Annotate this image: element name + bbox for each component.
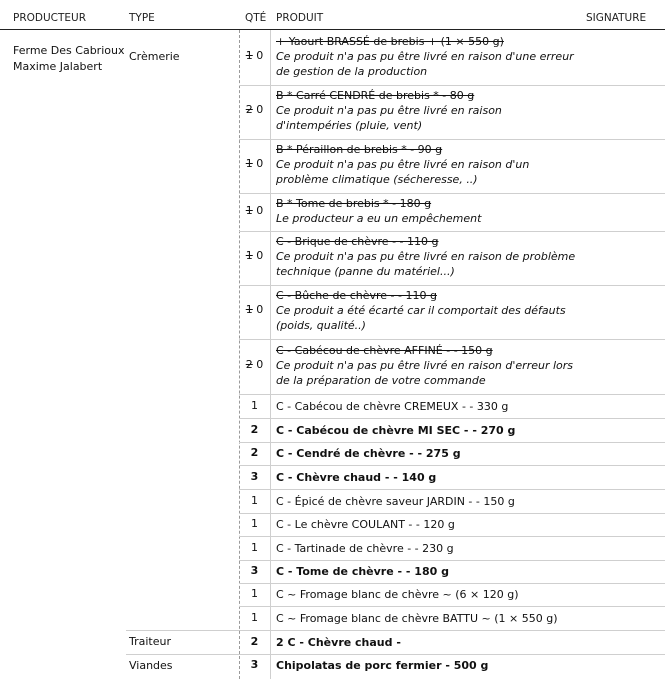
product-name: + Yaourt BRASSÉ de brebis + (1 × 550 g): [276, 35, 504, 48]
table-row: [239, 419, 665, 442]
col-header-signature: SIGNATURE: [586, 12, 647, 24]
qty-cell: 3: [250, 658, 259, 671]
unavailable-reason: Ce produit n'a pas pu être livré en raison d'une erreur de gestion de la production: [276, 50, 574, 78]
col-header-qty: QTÉ: [245, 12, 267, 24]
col-header-producteur: PRODUCTEUR: [13, 12, 87, 24]
qty-cell: [239, 358, 270, 371]
table-row: [239, 340, 665, 394]
product-name: C - Le chèvre COULANT - - 120 g: [276, 518, 455, 531]
product-name: C - Cabécou de chèvre AFFINÉ - - 150 g: [276, 344, 493, 357]
product-name: B * Péraillon de brebis * - 90 g: [276, 143, 443, 156]
table-row: [239, 395, 665, 418]
table-row: [239, 607, 665, 630]
qty-ordered: 2: [245, 103, 253, 116]
col-header-type: TYPE: [129, 12, 155, 24]
product-cell: [276, 234, 576, 279]
table-row: [239, 286, 665, 339]
product-cell: [276, 88, 576, 133]
product-name: C - Épicé de chèvre saveur JARDIN - - 150 g: [276, 495, 515, 508]
product-name: 2 C - Chèvre chaud -: [276, 636, 401, 649]
unavailable-reason: Ce produit n'a pas pu être livré en raison d'intempéries (pluie, vent): [276, 104, 502, 132]
qty-cell: [239, 49, 270, 62]
qty-cell: 3: [250, 564, 259, 577]
qty-ordered: 2: [245, 358, 253, 371]
category-cremerie: Crèmerie: [129, 50, 180, 63]
qty-ordered: 1: [245, 249, 253, 262]
table-row: [239, 140, 665, 193]
product-name: C - Cabécou de chèvre MI SEC - - 270 g: [276, 424, 516, 437]
qty-cell: [239, 157, 270, 170]
unavailable-reason: Le producteur a eu un empêchement: [276, 212, 482, 225]
product-cell: [276, 34, 576, 79]
product-name: Chipolatas de porc fermier - 500 g: [276, 659, 489, 672]
product-name: C - Chèvre chaud - - 140 g: [276, 471, 437, 484]
product-name: C ~ Fromage blanc de chèvre BATTU ~ (1 × 550 g): [276, 612, 558, 625]
product-name: C - Tome de chèvre - - 180 g: [276, 565, 449, 578]
qty-delivered: 0: [256, 358, 264, 371]
product-cell: [276, 288, 576, 333]
table-row: [239, 232, 665, 285]
table-row: [239, 514, 665, 536]
product-name: C - Tartinade de chèvre - - 230 g: [276, 542, 454, 555]
producer-name: [13, 43, 124, 75]
qty-cell: 1: [251, 494, 258, 507]
category-traiteur: Traiteur: [129, 635, 171, 648]
unavailable-reason: Ce produit a été écarté car il comportait des défauts (poids, qualité..): [276, 304, 566, 332]
qty-delivered: 0: [256, 103, 264, 116]
table-row: [239, 466, 665, 489]
unavailable-reason: Ce produit n'a pas pu être livré en raison d'erreur lors de la préparation de votre commande: [276, 359, 574, 387]
producer-person: Maxime Jalabert: [13, 60, 103, 73]
qty-cell: 1: [251, 541, 258, 554]
table-row: [239, 655, 665, 678]
table-row: [239, 194, 665, 231]
unavailable-reason: Ce produit n'a pas pu être livré en raison d'un problème climatique (sécheresse, ..): [276, 158, 530, 186]
qty-cell: 2: [250, 446, 259, 459]
col-header-produit: PRODUIT: [276, 12, 324, 24]
product-cell: [276, 343, 576, 388]
qty-delivered: 0: [256, 249, 264, 262]
qty-cell: 3: [250, 470, 259, 483]
qty-cell: [239, 249, 270, 262]
table-row: [239, 537, 665, 560]
qty-ordered: 1: [245, 49, 253, 62]
qty-ordered: 1: [245, 157, 253, 170]
table-row: [239, 32, 665, 85]
product-name: C - Bûche de chèvre - - 110 g: [276, 289, 437, 302]
product-name: C - Cabécou de chèvre CREMEUX - - 330 g: [276, 400, 509, 413]
qty-cell: [239, 303, 270, 316]
unavailable-reason: Ce produit n'a pas pu être livré en raison de problème technique (panne du matériel...): [276, 250, 576, 278]
qty-delivered: 0: [256, 49, 264, 62]
qty-cell: 2: [250, 635, 259, 648]
qty-cell: [239, 103, 270, 116]
qty-cell: [239, 204, 270, 217]
qty-cell: 1: [251, 587, 258, 600]
table-row: [239, 86, 665, 139]
qty-delivered: 0: [256, 204, 264, 217]
table-row: [239, 584, 665, 606]
table-row: [239, 561, 665, 583]
table-row: [239, 443, 665, 465]
qty-ordered: 1: [245, 204, 253, 217]
product-name: C ~ Fromage blanc de chèvre ~ (6 × 120 g): [276, 588, 519, 601]
table-row: [239, 631, 665, 654]
qty-cell: 1: [251, 517, 258, 530]
table-row: [239, 490, 665, 513]
qty-cell: 2: [250, 423, 259, 436]
header-divider: [0, 29, 665, 30]
qty-cell: 1: [251, 399, 258, 412]
producer-farm: Ferme Des Cabrioux: [13, 44, 125, 57]
qty-cell: 1: [251, 611, 258, 624]
product-name: C - Cendré de chèvre - - 275 g: [276, 447, 461, 460]
qty-ordered: 1: [245, 303, 253, 316]
qty-delivered: 0: [256, 157, 264, 170]
qty-delivered: 0: [256, 303, 264, 316]
product-cell: [276, 142, 576, 187]
product-name: B * Carré CENDRÉ de brebis * - 80 g: [276, 89, 475, 102]
product-name: B * Tome de brebis * - 180 g: [276, 197, 432, 210]
category-viandes: Viandes: [129, 659, 173, 672]
product-name: C - Brique de chèvre - - 110 g: [276, 235, 439, 248]
product-cell: [276, 196, 576, 226]
